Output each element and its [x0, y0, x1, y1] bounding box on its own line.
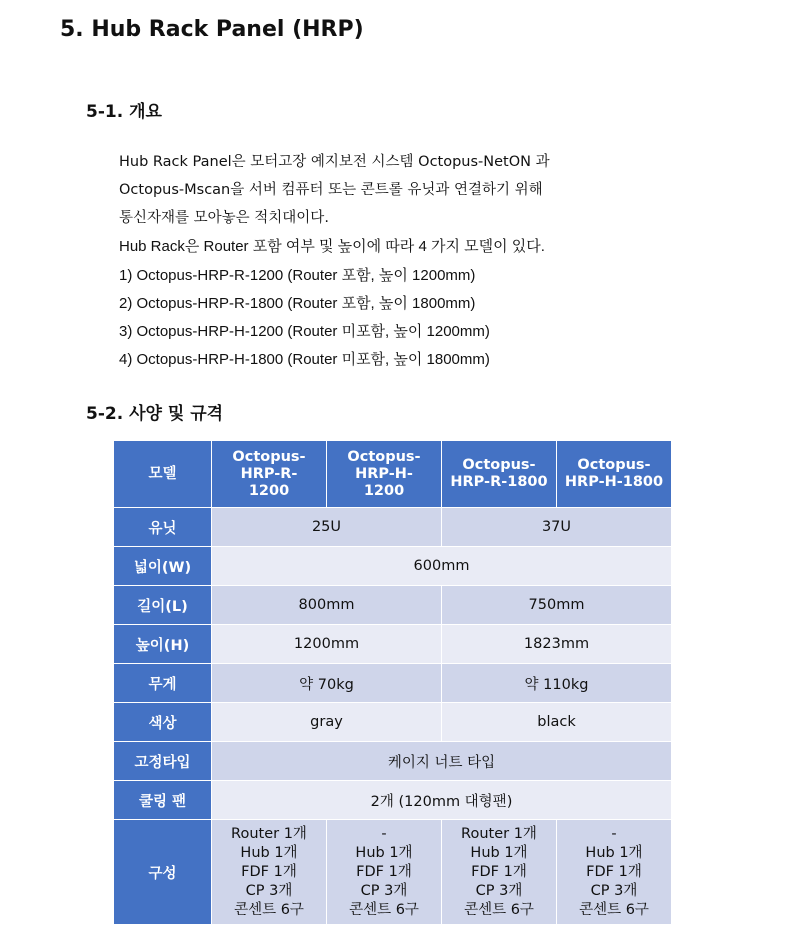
table-header-row — [114, 441, 672, 508]
composition-item: FDF 1개 — [586, 863, 642, 880]
table-cell: 600mm — [212, 547, 672, 586]
table-cell: 25U — [212, 508, 442, 547]
header-model-label: 모델 — [114, 441, 212, 508]
header-model — [212, 441, 327, 508]
composition-item: - — [611, 825, 617, 842]
table-cell: 1823mm — [442, 625, 672, 664]
header-model-line: Octopus- — [347, 448, 421, 465]
composition-item: CP 3개 — [360, 882, 408, 899]
spec-table — [113, 440, 672, 925]
model-list-item: 4) Octopus-HRP-H-1800 (Router 미포함, 높이 1800mm) — [119, 351, 490, 368]
table-row — [114, 820, 672, 925]
table-cell: 37U — [442, 508, 672, 547]
row-label: 구성 — [114, 820, 212, 925]
row-label: 쿨링 팬 — [114, 781, 212, 820]
composition-item: 콘센트 6구 — [579, 901, 649, 918]
header-model — [557, 441, 672, 508]
row-label: 넓이(W) — [114, 547, 212, 586]
table-row — [114, 781, 672, 820]
table-row — [114, 547, 672, 586]
composition-cell — [442, 820, 557, 925]
header-model-line: 1200 — [363, 482, 405, 499]
header-model-line: Octopus- — [577, 457, 651, 473]
composition-item: Hub 1개 — [240, 844, 298, 861]
row-label: 무게 — [114, 664, 212, 703]
table-row — [114, 742, 672, 781]
table-cell: black — [442, 703, 672, 742]
overview-line: Hub Rack Panel은 모터고장 예지보전 시스템 Octopus-NetON 과 — [119, 154, 550, 170]
composition-cell — [327, 820, 442, 925]
table-cell: 약 110kg — [442, 664, 672, 703]
row-label: 유닛 — [114, 508, 212, 547]
header-model-line: Octopus- — [232, 448, 306, 465]
composition-item: FDF 1개 — [241, 863, 297, 880]
table-row — [114, 508, 672, 547]
row-label: 고정타입 — [114, 742, 212, 781]
row-label: 길이(L) — [114, 586, 212, 625]
header-model-line: Octopus- — [462, 457, 536, 473]
model-list-item: 2) Octopus-HRP-R-1800 (Router 포함, 높이 1800mm) — [119, 295, 476, 312]
table-row — [114, 625, 672, 664]
table-cell: 2개 (120mm 대형팬) — [212, 781, 672, 820]
composition-item: CP 3개 — [475, 882, 523, 899]
header-model-line: HRP-H- — [355, 465, 413, 482]
composition-item: Router 1개 — [231, 825, 307, 842]
composition-item: CP 3개 — [245, 882, 293, 899]
composition-cell — [557, 820, 672, 925]
spec-heading: 5-2. 사양 및 규격 — [86, 404, 224, 424]
table-row — [114, 664, 672, 703]
model-list-item: 3) Octopus-HRP-H-1200 (Router 미포함, 높이 1200mm) — [119, 323, 490, 340]
composition-item: CP 3개 — [590, 882, 638, 899]
composition-item: Router 1개 — [461, 825, 537, 842]
composition-item: Hub 1개 — [355, 844, 413, 861]
header-model — [327, 441, 442, 508]
composition-item: FDF 1개 — [356, 863, 412, 880]
header-model-line: HRP-R- — [240, 465, 298, 482]
overview-line: 통신자재를 모아놓은 적치대이다. — [119, 210, 329, 226]
composition-item: Hub 1개 — [585, 844, 643, 861]
table-row — [114, 703, 672, 742]
header-model-line: HRP-H-1800 — [564, 474, 664, 490]
composition-item: 콘센트 6구 — [464, 901, 534, 918]
composition-item: 콘센트 6구 — [349, 901, 419, 918]
overview-line: Hub Rack은 Router 포함 여부 및 높이에 따라 4 가지 모델이 있다. — [119, 238, 545, 255]
composition-item: Hub 1개 — [470, 844, 528, 861]
composition-cell — [212, 820, 327, 925]
header-model — [442, 441, 557, 508]
row-label: 높이(H) — [114, 625, 212, 664]
table-cell: 약 70kg — [212, 664, 442, 703]
composition-item: 콘센트 6구 — [234, 901, 304, 918]
table-cell: gray — [212, 703, 442, 742]
table-cell: 1200mm — [212, 625, 442, 664]
composition-item: - — [381, 825, 387, 842]
row-label: 색상 — [114, 703, 212, 742]
table-cell: 750mm — [442, 586, 672, 625]
section-title: 5. Hub Rack Panel (HRP) — [60, 17, 364, 42]
header-model-line: 1200 — [248, 482, 290, 499]
table-cell: 케이지 너트 타입 — [212, 742, 672, 781]
overview-line: Octopus-Mscan을 서버 컴퓨터 또는 콘트롤 유닛과 연결하기 위해 — [119, 182, 543, 198]
table-cell: 800mm — [212, 586, 442, 625]
header-model-line: HRP-R-1800 — [450, 474, 548, 490]
model-list-item: 1) Octopus-HRP-R-1200 (Router 포함, 높이 1200mm) — [119, 267, 476, 284]
composition-item: FDF 1개 — [471, 863, 527, 880]
table-row — [114, 586, 672, 625]
overview-heading: 5-1. 개요 — [86, 102, 162, 122]
